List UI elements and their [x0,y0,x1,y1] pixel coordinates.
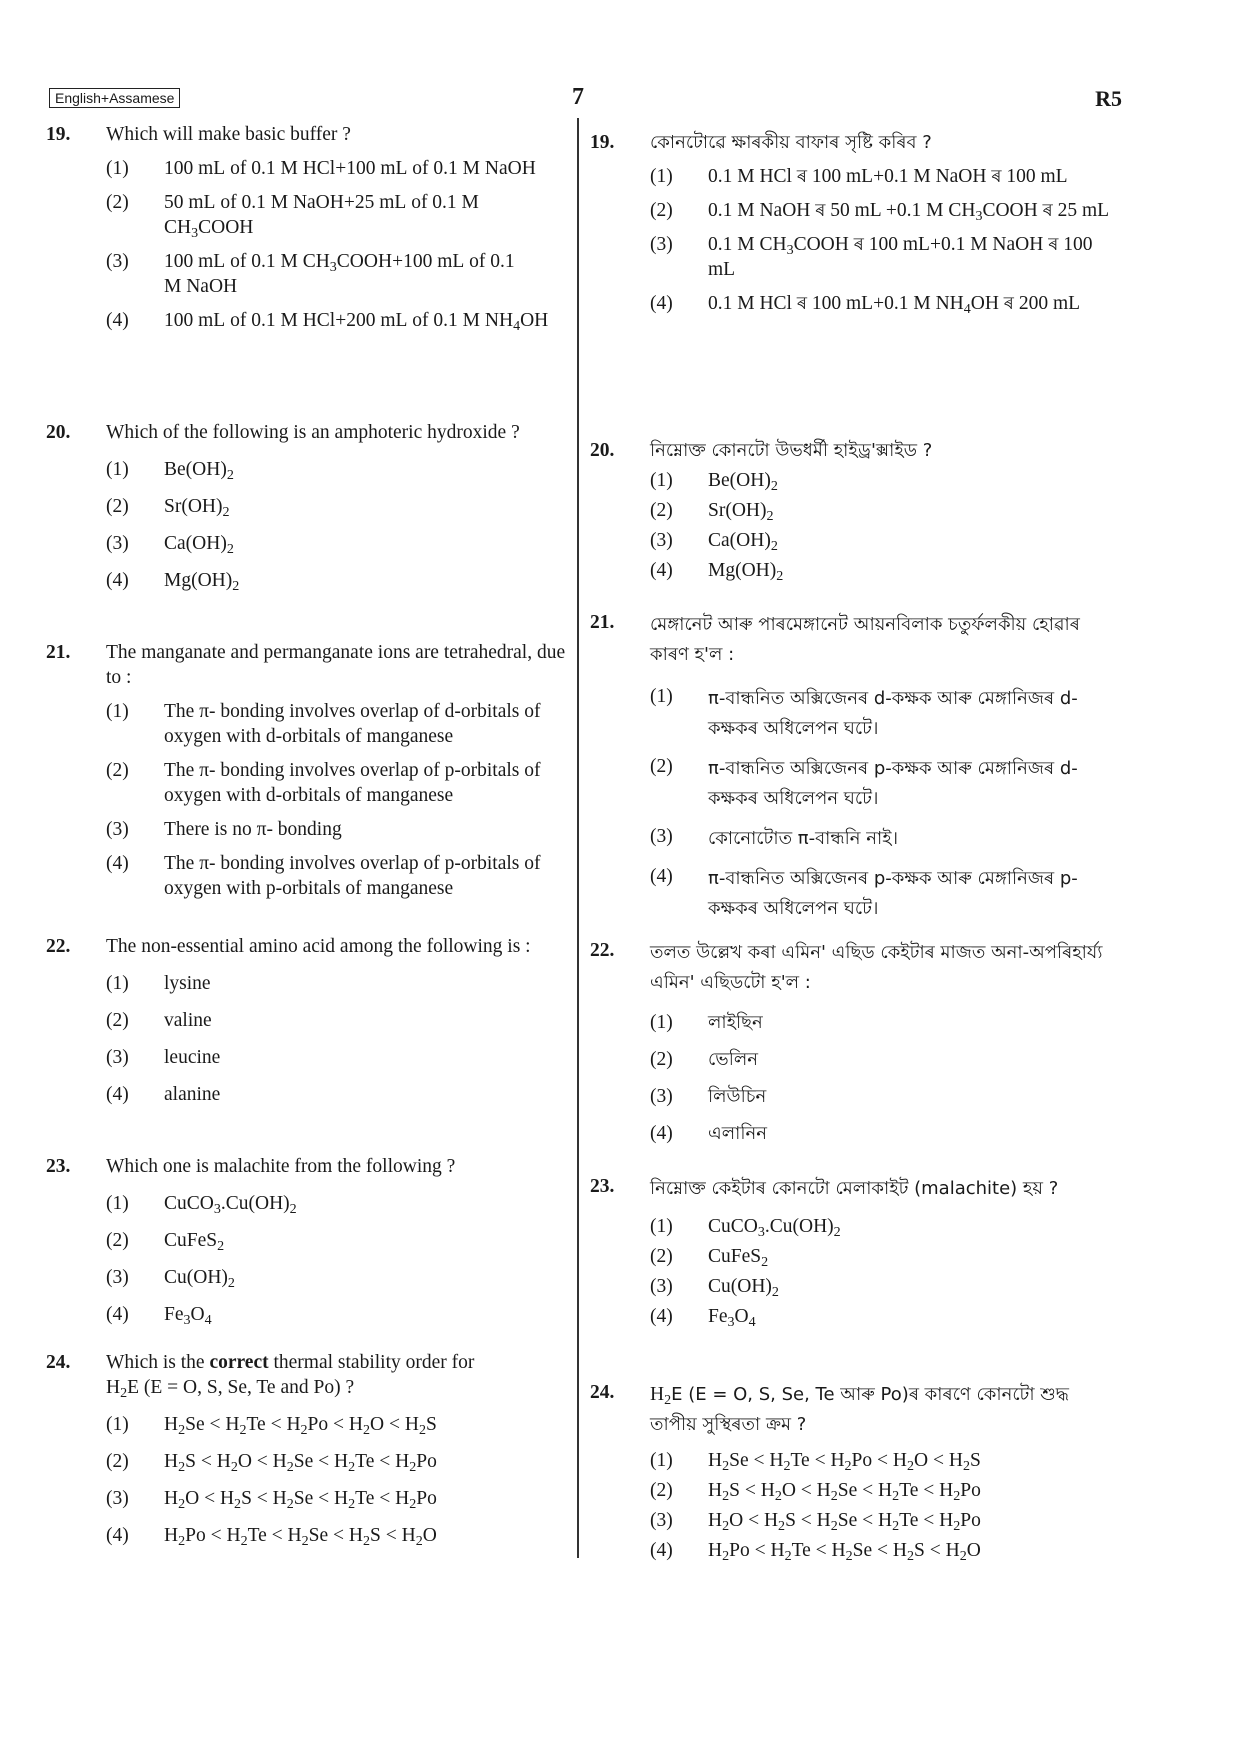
option-number: (3) [106,1267,129,1288]
question-text: Which is the correct thermal stability order for $H_2E$ (E = O, S, Se, Te and Po) ? [106,1352,475,1401]
option-3[interactable] [46,1486,566,1511]
option-3[interactable] [590,232,1110,282]
option-number: (4) [650,1306,673,1327]
option-number: (4) [106,1304,129,1325]
option-3[interactable] [590,1508,1110,1533]
option-number: (3) [106,533,129,554]
option-1[interactable] [590,164,1110,189]
option-2[interactable] [46,1449,566,1474]
option-4[interactable] [590,1121,1110,1146]
option-2[interactable] [590,754,1110,814]
option-number: (2) [650,1480,673,1501]
option-text: $Be(OH)_2$ [164,459,234,483]
option-3[interactable] [590,1084,1110,1109]
option-number: (1) [650,1450,673,1471]
option-text: $Mg(OH)_2$ [164,570,240,594]
option-text: The π- bonding involves overlap of p-orbitals of oxygen with d-orbitals of manganese [164,760,541,806]
option-number: (4) [650,560,673,581]
option-3[interactable] [46,249,566,299]
option-number: (2) [106,192,129,213]
option-text: CuFeS$_2$ [164,1230,225,1254]
option-text: $H_2Se < H_2Te < H_2Po < H_2O < H_2S$ [164,1414,437,1438]
question-text: তলত উল্লেখ কৰা এমিন' এছিড কেইটাৰ মাজত অনা-অপৰিহাৰ্য্য এমিন' এছিডটো হ'ল : [650,942,1103,993]
option-number: (2) [106,496,129,517]
option-number: (4) [650,866,673,887]
question-number: 22. [46,936,71,957]
option-1[interactable] [590,1448,1110,1473]
option-text: 0.1 M NaOH ৰ 50 mL +0.1 M $CH_3COOH$ ৰ 25 mL [708,200,1110,224]
question-number: 20. [590,440,615,461]
option-number: (1) [650,686,673,707]
question-text: Which will make basic buffer ? [106,124,351,145]
question-text: The non-essential amino acid among the following is : [106,936,531,957]
option-number: (2) [106,760,129,781]
question-19 [46,122,566,333]
question-21 [46,640,566,901]
question-text: কোনটোৱে ক্ষাৰকীয় বাফাৰ সৃষ্টি কৰিব ? [650,132,932,153]
option-2[interactable] [46,758,566,808]
option-text: $H_2Se < H_2Te < H_2Po < H_2O < H_2S$ [708,1450,981,1474]
option-1[interactable] [590,468,1110,493]
option-2[interactable] [590,1478,1110,1503]
option-4[interactable] [46,568,566,593]
question-20 [46,420,566,593]
option-text: লিউচিন [708,1086,767,1107]
option-1[interactable] [46,1412,566,1437]
option-number: (1) [106,158,129,179]
option-number: (3) [650,826,673,847]
option-3[interactable] [590,824,1110,854]
option-text: 0.1 M $CH_3COOH$ ৰ 100 mL+0.1 M NaOH ৰ 100 mL [708,234,1093,280]
option-text: 0.1 M HCl ৰ 100 mL+0.1 M $NH_4OH$ ৰ 200 mL [708,293,1081,317]
option-3[interactable] [46,817,566,842]
option-text: $Ca(OH)_2$ [708,530,778,554]
option-text: $Sr(OH)_2$ [164,496,230,520]
option-number: (3) [650,234,673,255]
question-22-assamese [590,938,1110,1146]
option-4[interactable] [46,308,566,333]
option-4[interactable] [46,1082,566,1107]
question-number: 21. [590,612,615,633]
question-number: 21. [46,642,71,663]
option-text: $Fe_3O_4$ [708,1306,756,1330]
option-2[interactable] [46,1228,566,1253]
option-number: (1) [106,1193,129,1214]
question-text: Which one is malachite from the following ? [106,1156,456,1177]
option-number: (1) [106,459,129,480]
option-text: $Ca(OH)_2$ [164,533,234,557]
option-number: (1) [106,1414,129,1435]
question-text: The manganate and permanganate ions are tetrahedral, due to : [106,642,566,688]
question-text: নিম্নোক্ত কোনটো উভধৰ্মী হাইড্ৰ'ক্সাইড ? [650,440,933,461]
question-21-assamese [590,610,1110,924]
option-2[interactable] [590,1244,1110,1269]
option-2[interactable] [590,198,1110,223]
option-text: π-বান্ধনিত অক্সিজেনৰ p-কক্ষক আৰু মেঙ্গানিজৰ d-কক্ষকৰ অধিলেপন ঘটে। [708,758,1078,809]
option-number: (4) [650,293,673,314]
option-number: (2) [650,1246,673,1267]
option-number: (2) [650,1049,673,1070]
question-22 [46,934,566,1107]
option-4[interactable] [590,558,1110,583]
option-text: $H_2O < H_2S < H_2Se < H_2Te < H_2Po$ [708,1510,981,1534]
option-1[interactable] [46,457,566,482]
option-2[interactable] [46,494,566,519]
option-4[interactable] [46,1523,566,1548]
option-4[interactable] [590,1538,1110,1563]
option-number: (4) [650,1540,673,1561]
option-2[interactable] [46,1008,566,1033]
option-4[interactable] [46,1302,566,1327]
option-3[interactable] [590,528,1110,553]
option-number: (2) [650,756,673,777]
question-text: Which of the following is an amphoteric hydroxide ? [106,422,520,443]
language-label: English+Assamese [49,88,180,108]
booklet-code: R5 [1095,86,1122,111]
option-text: $H_2S < H_2O < H_2Se < H_2Te < H_2Po$ [708,1480,981,1504]
question-text: নিম্নোক্ত কেইটাৰ কোনটো মেলাকাইট (malachite) হয় ? [650,1178,1059,1199]
option-number: (4) [106,1525,129,1546]
option-4[interactable] [590,864,1110,924]
option-text: π-বান্ধনিত অক্সিজেনৰ d-কক্ষক আৰু মেঙ্গানিজৰ d-কক্ষকৰ অধিলেপন ঘটে। [708,688,1078,739]
option-number: (2) [106,1010,129,1031]
option-4[interactable] [590,291,1110,316]
question-number: 23. [46,1156,71,1177]
option-number: (4) [106,310,129,331]
option-3[interactable] [46,1045,566,1070]
option-number: (1) [106,973,129,994]
question-number: 24. [590,1382,615,1403]
option-number: (3) [106,251,129,272]
option-number: (2) [650,500,673,521]
option-text: $Cu(OH)_2$ [708,1276,779,1300]
option-1[interactable] [590,1214,1110,1239]
question-number: 24. [46,1352,71,1373]
option-number: (1) [650,470,673,491]
option-3[interactable] [590,1274,1110,1299]
question-text: $H_2E$ (E = O, S, Se, Te আৰু Po)ৰ কাৰণে কোনটো শুদ্ধ তাপীয় সুস্থিৰতা ক্ৰম ? [650,1384,1069,1435]
question-number: 20. [46,422,71,443]
option-text: 100 mL of 0.1 M $CH_3COOH+100$ mL of 0.1 M NaOH [164,251,515,297]
question-number: 23. [590,1176,615,1197]
option-text: $Mg(OH)_2$ [708,560,784,584]
column-divider [577,118,579,1558]
option-number: (4) [106,570,129,591]
option-1[interactable] [46,971,566,996]
question-24 [46,1350,566,1548]
option-number: (2) [106,1451,129,1472]
option-number: (3) [650,1510,673,1531]
option-number: (1) [106,701,129,722]
option-number: (1) [650,166,673,187]
option-4[interactable] [590,1304,1110,1329]
option-2[interactable] [590,1047,1110,1072]
option-number: (3) [650,1086,673,1107]
option-text: $CuCO_3.Cu(OH)_2$ [164,1193,297,1217]
option-text: $Sr(OH)_2$ [708,500,774,524]
option-3[interactable] [46,531,566,556]
option-text: alanine [164,1084,221,1105]
option-text: $H_2Po < H_2Te < H_2Se < H_2S < H_2O$ [708,1540,981,1564]
option-text: $H_2Po < H_2Te < H_2Se < H_2S < H_2O$ [164,1525,437,1549]
question-text: মেঙ্গানেট আৰু পাৰমেঙ্গানেট আয়নবিলাক চতুৰ্ফলকীয় হোৱাৰ কাৰণ হ'ল : [650,614,1080,665]
option-2[interactable] [46,190,566,240]
question-19-assamese [590,130,1110,316]
option-text: 0.1 M HCl ৰ 100 mL+0.1 M NaOH ৰ 100 mL [708,166,1068,187]
option-text: $H_2S < H_2O < H_2Se < H_2Te < H_2Po$ [164,1451,437,1475]
option-text: $H_2O < H_2S < H_2Se < H_2Te < H_2Po$ [164,1488,437,1512]
option-number: (1) [650,1012,673,1033]
option-text: 100 mL of 0.1 M HCl+200 mL of 0.1 M $NH_4OH$ [164,310,549,334]
option-3[interactable] [46,1265,566,1290]
option-number: (4) [650,1123,673,1144]
option-text: $Cu(OH)_2$ [164,1267,235,1291]
option-1[interactable] [46,156,566,181]
option-text: The π- bonding involves overlap of p-orbitals of oxygen with p-orbitals of manganese [164,853,541,899]
option-number: (4) [106,853,129,874]
option-text: লাইছিন [708,1012,763,1033]
option-text: $Be(OH)_2$ [708,470,778,494]
question-20-assamese [590,438,1110,583]
question-23-assamese [590,1174,1110,1329]
option-2[interactable] [590,498,1110,523]
question-24-assamese [590,1380,1110,1563]
option-text: $Fe_3O_4$ [164,1304,212,1328]
option-text: CuFeS$_2$ [708,1246,769,1270]
option-text: $CuCO_3.Cu(OH)_2$ [708,1216,841,1240]
question-number: 19. [46,124,71,145]
option-text: There is no π- bonding [164,819,342,840]
option-number: (1) [650,1216,673,1237]
option-number: (2) [106,1230,129,1251]
option-text: কোনোটোত π-বান্ধনি নাই। [708,828,899,849]
option-number: (2) [650,200,673,221]
option-number: (4) [106,1084,129,1105]
question-23 [46,1154,566,1327]
option-text: 50 mL of 0.1 M NaOH+25 mL of 0.1 M $CH_3COOH$ [164,192,479,241]
option-number: (3) [106,1488,129,1509]
option-4[interactable] [46,851,566,901]
option-number: (3) [106,819,129,840]
option-text: valine [164,1010,212,1031]
question-number: 22. [590,940,615,961]
option-text: এলানিন [708,1123,767,1144]
option-text: π-বান্ধনিত অক্সিজেনৰ p-কক্ষক আৰু মেঙ্গানিজৰ p-কক্ষকৰ অধিলেপন ঘটে। [708,868,1078,919]
option-text: leucine [164,1047,221,1068]
question-number: 19. [590,132,615,153]
option-number: (3) [106,1047,129,1068]
option-1[interactable] [590,1010,1110,1035]
option-text: lysine [164,973,211,994]
option-text: 100 mL of 0.1 M HCl+100 mL of 0.1 M NaOH [164,158,536,179]
option-1[interactable] [46,699,566,749]
option-number: (3) [650,530,673,551]
option-number: (3) [650,1276,673,1297]
page-number: 7 [572,84,584,110]
option-1[interactable] [46,1191,566,1216]
option-1[interactable] [590,684,1110,744]
option-text: ভেলিন [708,1049,759,1070]
option-text: The π- bonding involves overlap of d-orbitals of oxygen with d-orbitals of manganese [164,701,541,747]
